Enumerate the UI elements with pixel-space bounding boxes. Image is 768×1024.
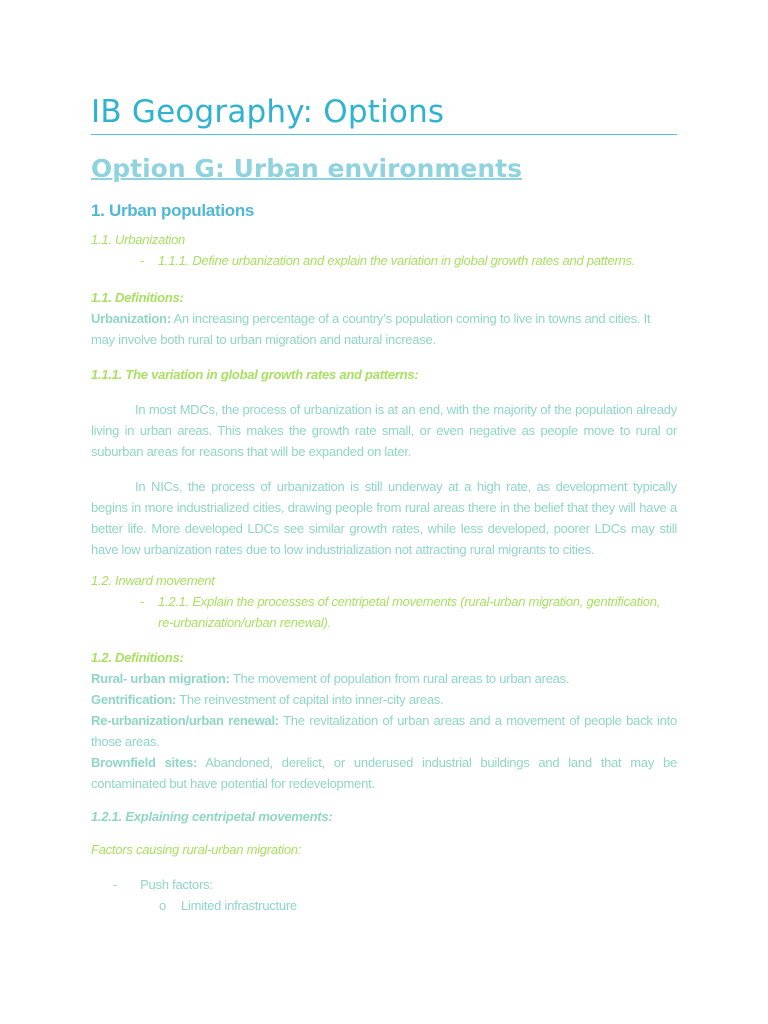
definition-re-urbanization xyxy=(91,710,677,752)
sub-item-limited-infrastructure xyxy=(91,895,677,916)
push-factors-item xyxy=(91,874,677,895)
bullet-marker: - xyxy=(140,594,145,609)
bullet-marker: - xyxy=(140,253,145,268)
definition-text: The movement of population from rural areas to urban areas. xyxy=(229,671,570,686)
paragraph-mdcs: In most MDCs, the process of urbanization is at an end, with the majority of the population already living in urban areas. This makes the growth rate small, or even negative as people move to rural or suburban areas for reasons that will be expanded on later. xyxy=(91,402,677,459)
variation-heading: 1.1.1. The variation in global growth rates and patterns: xyxy=(91,367,419,382)
document-title: IB Geography: Options xyxy=(91,92,677,135)
definition-term: Gentrification: xyxy=(91,692,177,707)
definition-rural-urban-migration xyxy=(91,668,677,689)
paragraph-nics: In NICs, the process of urbanization is still underway at a high rate, as development typically begins in more industrialized cities, drawing people from rural areas there in the belief that they will have a better life. More developed LDCs see similar growth rates, while less developed, poorer LDCs may still have low urbanization rates due to low industrialization not attracting rural migrants to cities. xyxy=(91,479,677,557)
sub-item-text: Limited infrastructure xyxy=(181,898,297,913)
definition-text: The revitalization of urban areas and a movement of people back into those areas. xyxy=(91,713,677,749)
bullet-marker: - xyxy=(113,877,118,892)
definition-term: Re-urbanization/urban renewal: xyxy=(91,713,279,728)
objective-bullet-1-1-1 xyxy=(91,250,677,271)
definitions-heading-2: 1.2. Definitions: xyxy=(91,650,184,665)
centripetal-heading: 1.2.1. Explaining centripetal movements: xyxy=(91,809,333,824)
subsection-label-urbanization: 1.1. Urbanization xyxy=(91,232,186,247)
definition-term: Brownfield sites: xyxy=(91,755,198,770)
section-heading: 1. Urban populations xyxy=(91,201,255,220)
push-factors-label: Push factors: xyxy=(140,877,213,892)
definition-term: Rural- urban migration: xyxy=(91,671,230,686)
objective-bullet-1-2-1 xyxy=(91,591,677,633)
document-content xyxy=(91,92,677,916)
sub-bullet-marker: o xyxy=(159,898,166,913)
subsection-label-inward-movement: 1.2. Inward movement xyxy=(91,573,215,588)
definition-text: Abandoned, derelict, or underused industrial buildings and land that may be contaminated but have potential for redevelopment. xyxy=(91,755,677,791)
definition-urbanization xyxy=(91,308,677,350)
definition-text: The reinvestment of capital into inner-city areas. xyxy=(176,692,444,707)
definition-text: An increasing percentage of a country’s population coming to live in towns and cities. It may involve both rural to urban migration and natural increase. xyxy=(91,311,651,347)
objective-text: 1.2.1. Explain the processes of centripetal movements (rural-urban migration, gentrification, re-urbanization/urban renewal). xyxy=(158,594,661,630)
factors-heading: Factors causing rural-urban migration: xyxy=(91,842,302,857)
definition-term: Urbanization: xyxy=(91,311,171,326)
definition-brownfield-sites xyxy=(91,752,677,794)
definition-gentrification xyxy=(91,689,677,710)
objective-text: 1.1.1. Define urbanization and explain the variation in global growth rates and patterns. xyxy=(158,253,636,268)
definitions-heading-1: 1.1. Definitions: xyxy=(91,290,184,305)
option-heading: Option G: Urban environments xyxy=(91,154,523,183)
